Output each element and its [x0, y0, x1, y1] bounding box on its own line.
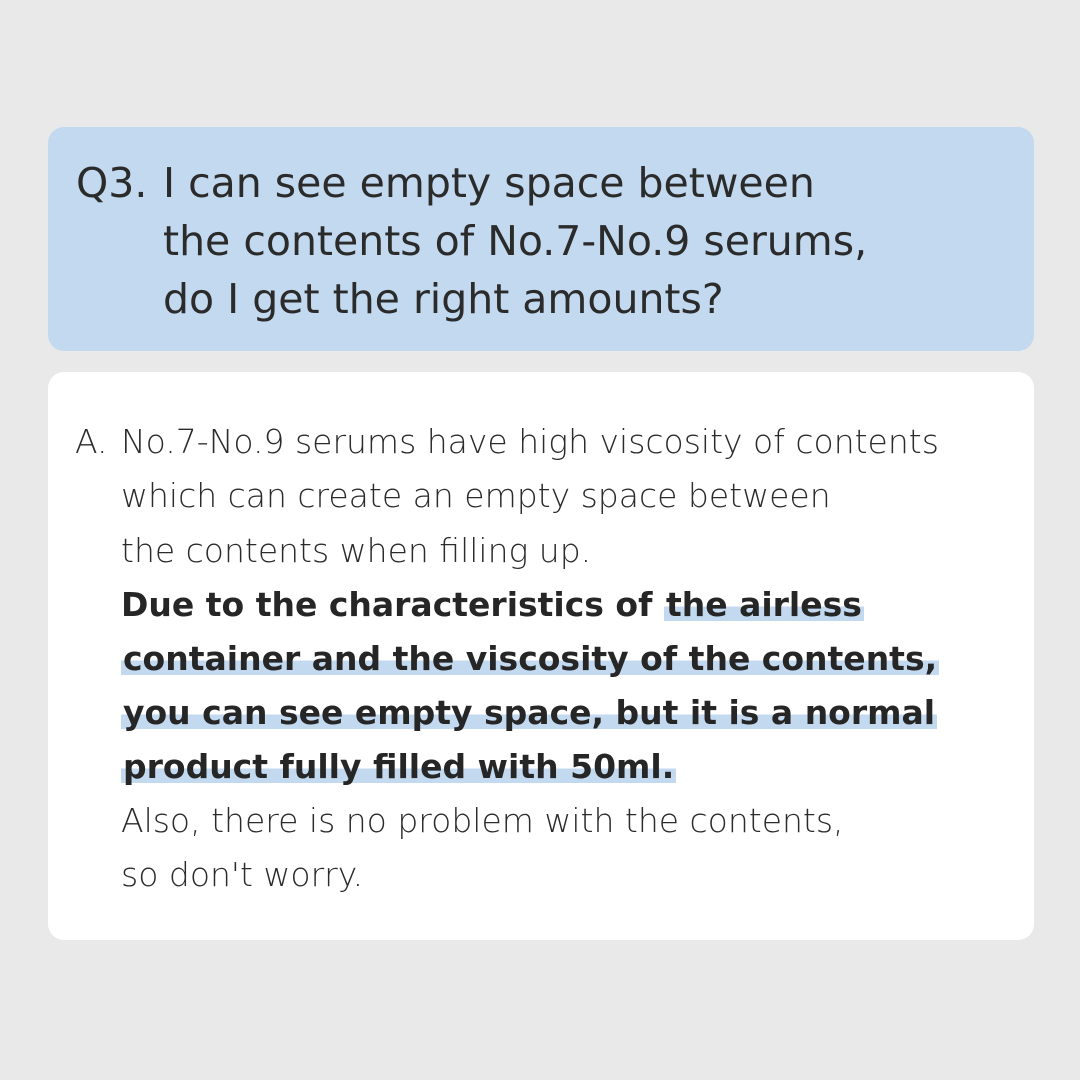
- answer-highlight-first: the airless: [665, 585, 862, 624]
- answer-bold-lead: Due to the characteristics of: [121, 585, 664, 624]
- question-prefix: Q3.: [76, 159, 148, 207]
- question-line-2: the contents of No.7-No.9 serums,: [163, 217, 868, 265]
- answer-bold-line-1: [121, 583, 864, 627]
- answer-highlight-line-2: container and the viscosity of the contents,: [123, 639, 938, 678]
- answer-bold-line-3: [121, 691, 937, 735]
- question-card: [48, 127, 1034, 351]
- answer-bold-line-2: [121, 637, 939, 681]
- answer-intro-line-2: which can create an empty space between: [121, 476, 831, 515]
- answer-card: [48, 372, 1034, 940]
- answer-outro-line-1: Also, there is no problem with the contents,: [121, 801, 844, 840]
- answer-outro-line-2: so don't worry.: [121, 855, 364, 894]
- answer-intro-line-1: No.7-No.9 serums have high viscosity of contents: [121, 422, 939, 461]
- answer-highlight-line-4: product fully filled with 50ml.: [123, 747, 675, 786]
- question-line-3: do I get the right amounts?: [163, 275, 724, 323]
- answer-prefix: A.: [75, 422, 108, 461]
- question-line-1: I can see empty space between: [163, 159, 815, 207]
- answer-bold-line-4: [121, 745, 676, 789]
- answer-highlight-line-3: you can see empty space, but it is a normal: [123, 693, 936, 732]
- answer-intro-line-3: the contents when filling up.: [121, 531, 592, 570]
